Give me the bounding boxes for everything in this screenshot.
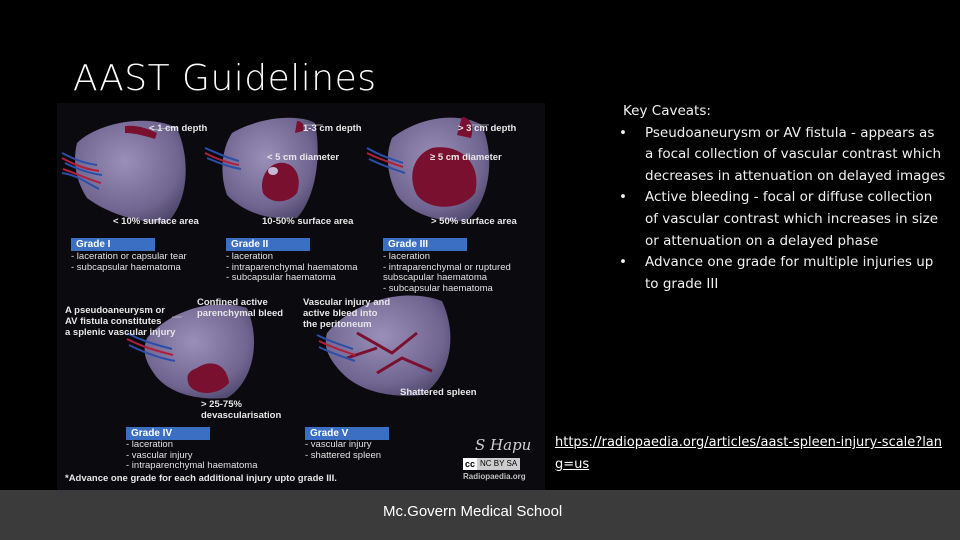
bullet-icon: • <box>619 189 627 206</box>
grade-1-spleen <box>62 121 186 223</box>
vascular-line: the peritoneum <box>303 319 372 330</box>
grade-3-item: - laceration <box>383 251 430 262</box>
bullet-icon: • <box>619 254 627 271</box>
grade-3-item: subscapular haematoma <box>383 272 488 283</box>
bullet-icon: • <box>619 124 627 141</box>
cc-license-badge <box>463 458 520 470</box>
pseudoaneurysm-label <box>65 305 175 338</box>
grade-5-item: - vascular injury <box>305 439 372 450</box>
grade-2-item: - laceration <box>226 251 273 262</box>
footer-bar <box>0 490 960 540</box>
signature: S Hapu <box>475 436 532 454</box>
grade-1-badge: Grade I <box>71 238 155 251</box>
key-caveats <box>616 101 946 295</box>
devasc-line: > 25-75% <box>201 399 242 410</box>
caveat-text: Pseudoaneurysm or AV fistula - appears as a focal collection of vascular contrast which decreases in attenuation on delayed images <box>645 124 946 184</box>
shattered-spleen-label: Shattered spleen <box>400 387 477 398</box>
footer-text: Mc.Govern Medical School <box>383 503 563 520</box>
caveat-item <box>616 187 946 252</box>
g2-area-label: 10-50% surface area <box>262 216 354 227</box>
grade-4-badge: Grade IV <box>126 427 210 440</box>
grade-1-list <box>71 252 187 273</box>
g3-area-label: > 50% surface area <box>431 216 517 227</box>
devasc-line: devascularisation <box>201 410 282 421</box>
figure-footnote: *Advance one grade for each additional injury upto grade III. <box>65 473 337 484</box>
caveat-text: Active bleeding - focal or diffuse collection of vascular contrast which increases in size or attenuation on a delayed phase <box>645 189 939 249</box>
radiopaedia-watermark <box>459 434 545 484</box>
vascular-line: Vascular injury and <box>303 297 391 308</box>
g3-diameter-label: ≥ 5 cm diameter <box>430 152 502 163</box>
caveat-text: Advance one grade for multiple injuries up to grade III <box>645 254 934 292</box>
g3-depth-label: > 3 cm depth <box>458 123 517 134</box>
aast-spleen-injury-figure <box>57 103 545 490</box>
grade-4-item: - intraparenchymal haematoma <box>126 460 258 471</box>
license-text: NC BY SA <box>477 458 520 470</box>
grade-4-item: - vascular injury <box>126 449 193 461</box>
radiopaedia-site-label: Radiopaedia.org <box>463 472 526 481</box>
grade-2-item: - intraparenchymal haematoma <box>226 261 358 273</box>
grade-3-badge: Grade III <box>383 238 467 251</box>
g1-area-label: < 10% surface area <box>113 216 199 227</box>
caveat-item <box>616 252 946 295</box>
caveats-list <box>616 123 946 296</box>
grade-3-item: - intraparenchymal or ruptured <box>383 261 511 273</box>
vascular-line: active bleed into <box>303 308 378 319</box>
confined-line: Confined active <box>197 297 268 308</box>
creative-commons-icon: cc <box>465 459 476 469</box>
grade-5-badge: Grade V <box>305 427 389 440</box>
grade-3-list <box>383 252 511 294</box>
grade-2-item: - subcapsular haematoma <box>226 272 336 283</box>
grade-4-item: - laceration <box>126 439 173 450</box>
g2-diameter-label: < 5 cm diameter <box>267 152 340 163</box>
grade-5-item: - shattered spleen <box>305 449 382 461</box>
grade-1-item: - subcapsular haematoma <box>71 261 181 273</box>
devascularisation-label <box>201 399 281 421</box>
grade-1-item: - laceration or capsular tear <box>71 251 187 262</box>
pseudo-line: AV fistula constitutes <box>65 316 162 327</box>
pseudo-line: A pseudoaneurysm or <box>65 305 165 316</box>
grade-2-badge: Grade II <box>226 238 310 251</box>
g1-depth-label: < 1 cm depth <box>149 123 208 134</box>
grade-4-list <box>126 440 257 472</box>
confined-line: parenchymal bleed <box>197 308 284 319</box>
radiopaedia-source-link[interactable]: https://radiopaedia.org/articles/aast-spleen-injury-scale?lang=us <box>555 435 943 472</box>
pseudo-line: a splenic vascular injury <box>65 327 176 338</box>
g2-depth-label: 1-3 cm depth <box>303 123 362 134</box>
grade-5-list <box>305 440 381 461</box>
confined-bleed-label <box>197 297 283 319</box>
grade-2-list <box>226 252 357 284</box>
vascular-injury-label <box>303 297 390 330</box>
grade-2-spleen <box>205 118 318 219</box>
grade-3-item: - subcapsular haematoma <box>383 282 493 294</box>
slide-title: AAST Guidelines <box>73 58 377 99</box>
caveat-item <box>616 123 946 188</box>
caveats-heading: Key Caveats: <box>623 103 711 119</box>
